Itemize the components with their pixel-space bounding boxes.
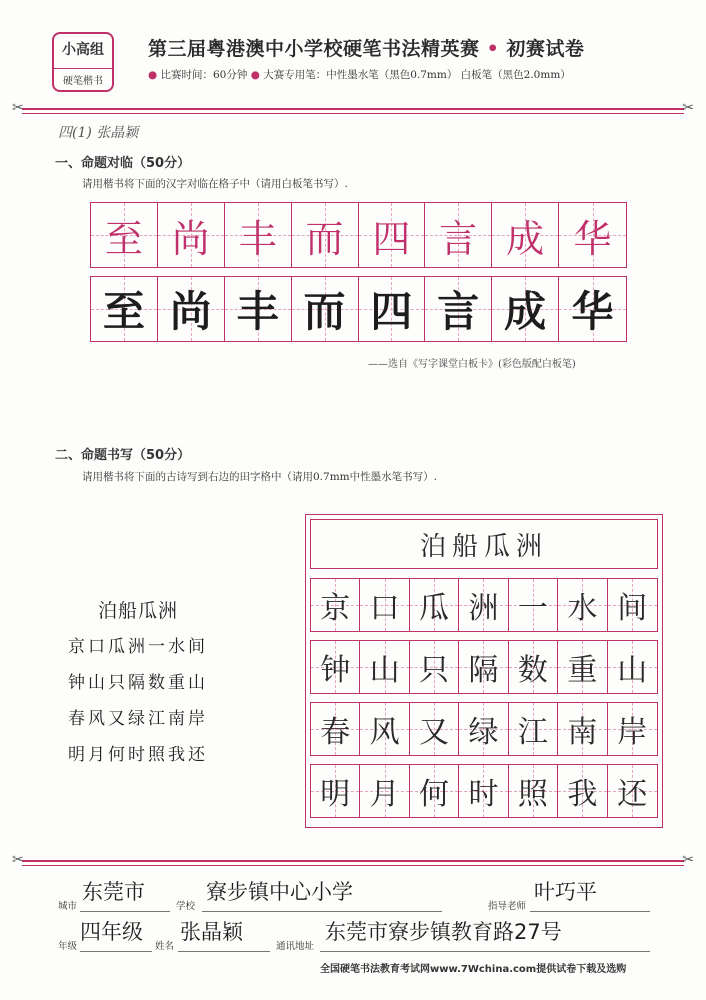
grid-char: 江 [517,715,548,750]
grid-cell [608,641,657,693]
grid-cell [311,765,360,817]
grid-char: 丰 [236,287,279,336]
grid-char: 四 [370,287,413,336]
address-underline [320,951,650,952]
grid-char: 明 [320,777,351,812]
written-poem-title: 泊船瓜洲 [310,519,658,569]
grid-char: 四 [372,216,411,261]
grid-char: 我 [567,777,598,812]
grid-cell [509,579,558,631]
info-time: 比赛时间：60分钟 [160,69,248,81]
school-label: 学校 [176,901,196,912]
contest-info: ● 比赛时间：60分钟 ● 大赛专用笔：中性墨水笔（黑色0.7mm） 白板笔（黑色2.0mm） [148,69,571,81]
grid-cell [608,703,657,755]
poem-line: 钟山只隔数重山 [68,673,208,693]
poem-line: 京口瓜洲一水间 [68,637,208,657]
grid-cell [559,203,626,267]
school-underline [202,911,442,912]
grid-cell [311,703,360,755]
grid-char: 洲 [468,591,499,626]
scissors-icon: ✂ [12,852,24,868]
grid-char: 水 [567,591,598,626]
scissors-icon: ✂ [682,100,694,116]
city-label: 城市 [58,901,78,912]
grid-cell [410,641,459,693]
grid-char: 至 [104,216,143,261]
grid-char: 岸 [617,715,648,750]
title-dot: • [479,38,507,60]
poem-grid-row [310,578,658,632]
grade-underline [80,951,152,952]
poem-line: 春风又绿江南岸 [68,709,208,729]
grid-char: 只 [419,653,450,688]
grid-cell [558,765,607,817]
group-badge-bottom: 硬笔楷书 [54,68,112,87]
name-value: 张晶颖 [180,920,243,944]
handwritten-class-name: 四(1) 张晶颖 [58,125,139,141]
grid-cell [509,641,558,693]
grid-char: 一 [517,591,548,626]
grid-cell [158,277,225,341]
grid-cell [225,203,292,267]
grid-char: 成 [506,216,545,261]
poem-grid-row [310,702,658,756]
grid-char: 间 [617,591,648,626]
group-badge-top: 小高组 [62,42,104,58]
grid-char: 至 [102,287,145,336]
grid-char: 瓜 [419,591,450,626]
grid-cell [425,277,492,341]
grid-cell [91,277,158,341]
poem-grid-row [310,764,658,818]
poem-title: 泊船瓜洲 [98,600,179,622]
grid-cell [459,579,508,631]
grid-cell [292,203,359,267]
school-value: 寮步镇中心小学 [206,880,353,904]
grid-cell [410,579,459,631]
grid-cell [558,703,607,755]
grid-char: 月 [369,777,400,812]
grid-cell [492,277,559,341]
grid-cell [311,579,360,631]
group-badge [52,32,114,92]
grid-cell [359,203,426,267]
title-suffix: 初赛试卷 [506,38,585,60]
grid-char: 风 [369,715,400,750]
grid-cell [410,703,459,755]
grid-char: 言 [437,287,480,336]
grid-cell [459,641,508,693]
grid-char: 春 [320,715,351,750]
section1-title: 一、命题对临（50分） [55,156,191,171]
info-pen: 大赛专用笔：中性墨水笔（黑色0.7mm） 白板笔（黑色2.0mm） [263,69,571,81]
grid-char: 山 [369,653,400,688]
page-title [148,34,668,61]
grid-char: 南 [567,715,598,750]
grid-char: 成 [504,287,547,336]
grid-cell [559,277,626,341]
grid-cell [608,579,657,631]
grid-char: 口 [369,591,400,626]
grid-cell [311,641,360,693]
title-main: 第三届粤港澳中小学校硬笔书法精英赛 [148,38,480,60]
poem-line: 明月何时照我还 [68,745,208,765]
grid-cell [509,765,558,817]
grid-char: 尚 [171,216,210,261]
grid-char: 还 [617,777,648,812]
grid-char: 尚 [169,287,212,336]
grid-char: 何 [419,777,450,812]
grade-label: 年级 [58,941,78,952]
grid-cell [459,703,508,755]
section2-title: 二、命题书写（50分） [55,448,191,463]
grid-char: 隔 [468,653,499,688]
grid-cell [360,703,409,755]
grid-char: 重 [567,653,598,688]
grid-char: 华 [571,287,614,336]
section1-instruction: 请用楷书将下面的汉字对临在格子中（请用白板笔书写）. [82,178,348,190]
grid-char: 丰 [238,216,277,261]
grid-char: 绿 [468,715,499,750]
model-char-row [90,202,627,268]
grade-value: 四年级 [80,920,143,944]
teacher-underline [530,911,650,912]
grid-cell [360,641,409,693]
grid-cell [425,203,492,267]
grid-char: 而 [305,216,344,261]
grid-cell [158,203,225,267]
city-underline [80,911,170,912]
grid-cell [225,277,292,341]
grid-char: 数 [517,653,548,688]
grid-cell [608,765,657,817]
scissors-icon: ✂ [12,100,24,116]
name-label: 姓名 [155,941,175,952]
source-note: ——选自《写字课堂白板卡》(彩色版配白板笔) [368,359,576,370]
grid-char: 华 [573,216,612,261]
city-value: 东莞市 [82,880,145,904]
section2-instruction: 请用楷书将下面的古诗写到右边的田字格中（请用0.7mm中性墨水笔书写）. [82,471,437,483]
grid-char: 时 [468,777,499,812]
grid-char: 照 [517,777,548,812]
address-value: 东莞市寮步镇教育路27号 [325,920,562,944]
grid-char: 钟 [320,653,351,688]
grid-cell [509,703,558,755]
grid-cell [558,579,607,631]
grid-cell [360,579,409,631]
grid-cell [492,203,559,267]
grid-cell [359,277,426,341]
grid-cell [558,641,607,693]
footer-note: 全国硬笔书法教育考试网www.7Wchina.com提供试卷下载及选购 [320,964,627,975]
grid-cell [360,765,409,817]
grid-char: 山 [617,653,648,688]
grid-cell [410,765,459,817]
grid-cell [292,277,359,341]
name-underline [178,951,270,952]
scissors-icon: ✂ [682,852,694,868]
grid-char: 言 [439,216,478,261]
written-char-row [90,276,627,342]
grid-char: 又 [419,715,450,750]
grid-char: 京 [320,591,351,626]
address-label: 通讯地址 [276,941,315,952]
poem-grid-row [310,640,658,694]
grid-cell [91,203,158,267]
teacher-label: 指导老师 [488,901,527,912]
teacher-value: 叶巧平 [534,880,597,904]
grid-char: 而 [303,287,346,336]
grid-cell [459,765,508,817]
